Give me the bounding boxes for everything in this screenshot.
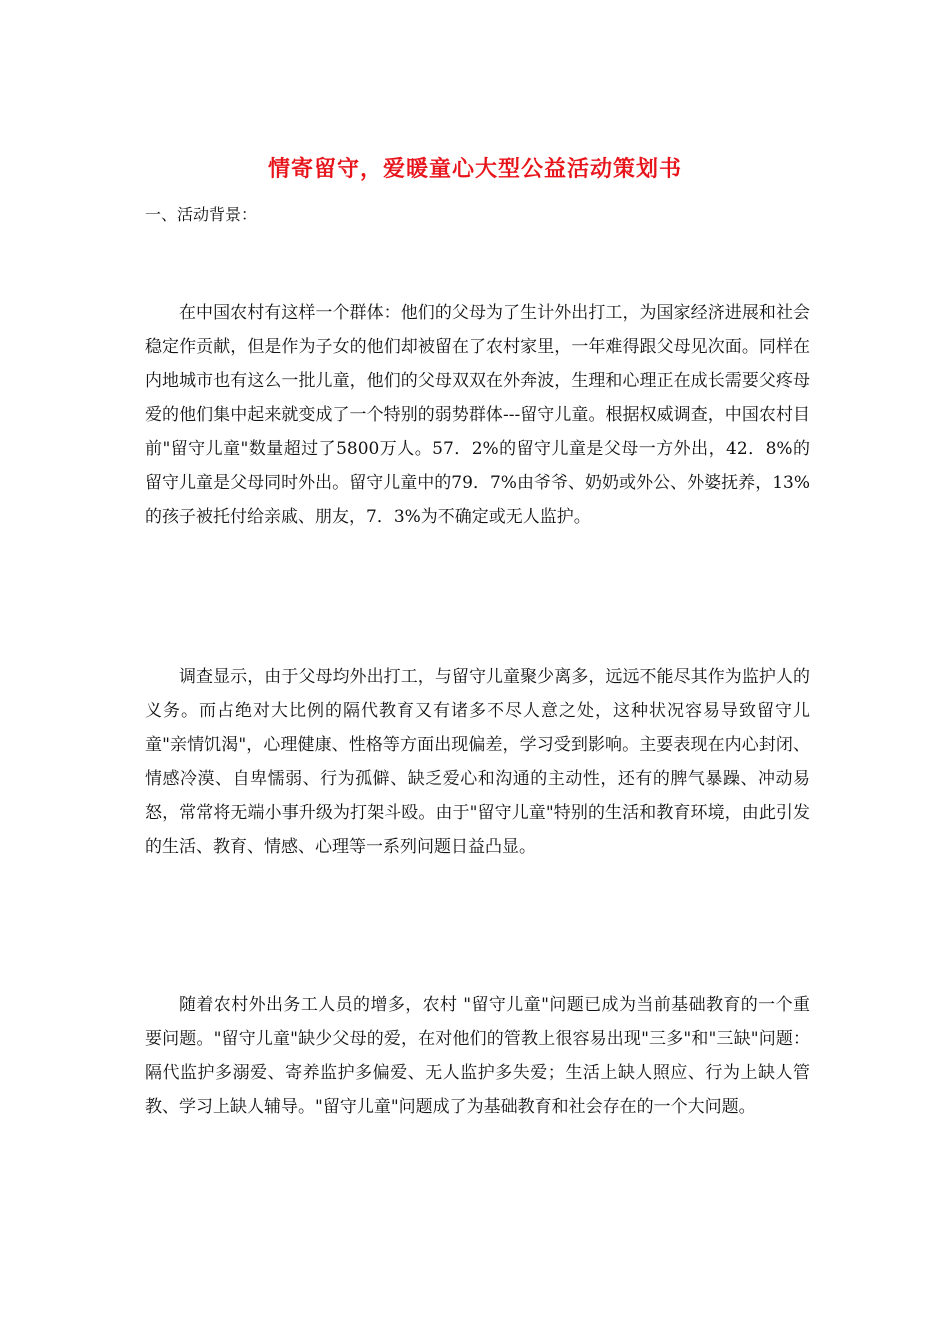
section-heading-background: 一、活动背景：	[145, 205, 258, 224]
paragraph-3: 随着农村外出务工人员的增多，农村 "留守儿童"问题已成为当前基础教育的一个重要问题。"留守儿童"缺少父母的爱，在对他们的管教上很容易出现"三多"和"三缺"问题：隔代监护多溺爱、寄养监护多偏爱、无人监护多失爱；生活上缺人照应、行为上缺人管教、学习上缺人辅导。"留守儿童"问题成了为基础教育和社会存在的一个大问题。	[145, 995, 810, 1117]
paragraph-1: 在中国农村有这样一个群体：他们的父母为了生计外出打工，为国家经济进展和社会稳定作贡献，但是作为子女的他们却被留在了农村家里，一年难得跟父母见次面。同样在内地城市也有这么一批儿童，他们的父母双双在外奔波，生理和心理正在成长需要父疼母爱的他们集中起来就变成了一个特别的弱势群体---留守儿童。根据权威调查，中国农村目前"留守儿童"数量超过了5800万人。57．2%的留守儿童是父母一方外出，42．8%的留守儿童是父母同时外出。留守儿童中的79．7%由爷爷、奶奶或外公、外婆抚养，13%的孩子被托付给亲戚、朋友，7．3%为不确定或无人监护。	[145, 303, 810, 527]
document-title: 情寄留守，爱暖童心大型公益活动策划书	[267, 156, 682, 182]
paragraph-2: 调查显示，由于父母均外出打工，与留守儿童聚少离多，远远不能尽其作为监护人的义务。而占绝对大比例的隔代教育又有诸多不尽人意之处，这种状况容易导致留守儿童"亲情饥渴"，心理健康、性格等方面出现偏差，学习受到影响。主要表现在内心封闭、情感冷漠、自卑懦弱、行为孤僻、缺乏爱心和沟通的主动性，还有的脾气暴躁、冲动易怒，常常将无端小事升级为打架斗殴。由于"留守儿童"特别的生活和教育环境，由此引发的生活、教育、情感、心理等一系列问题日益凸显。	[145, 667, 810, 857]
